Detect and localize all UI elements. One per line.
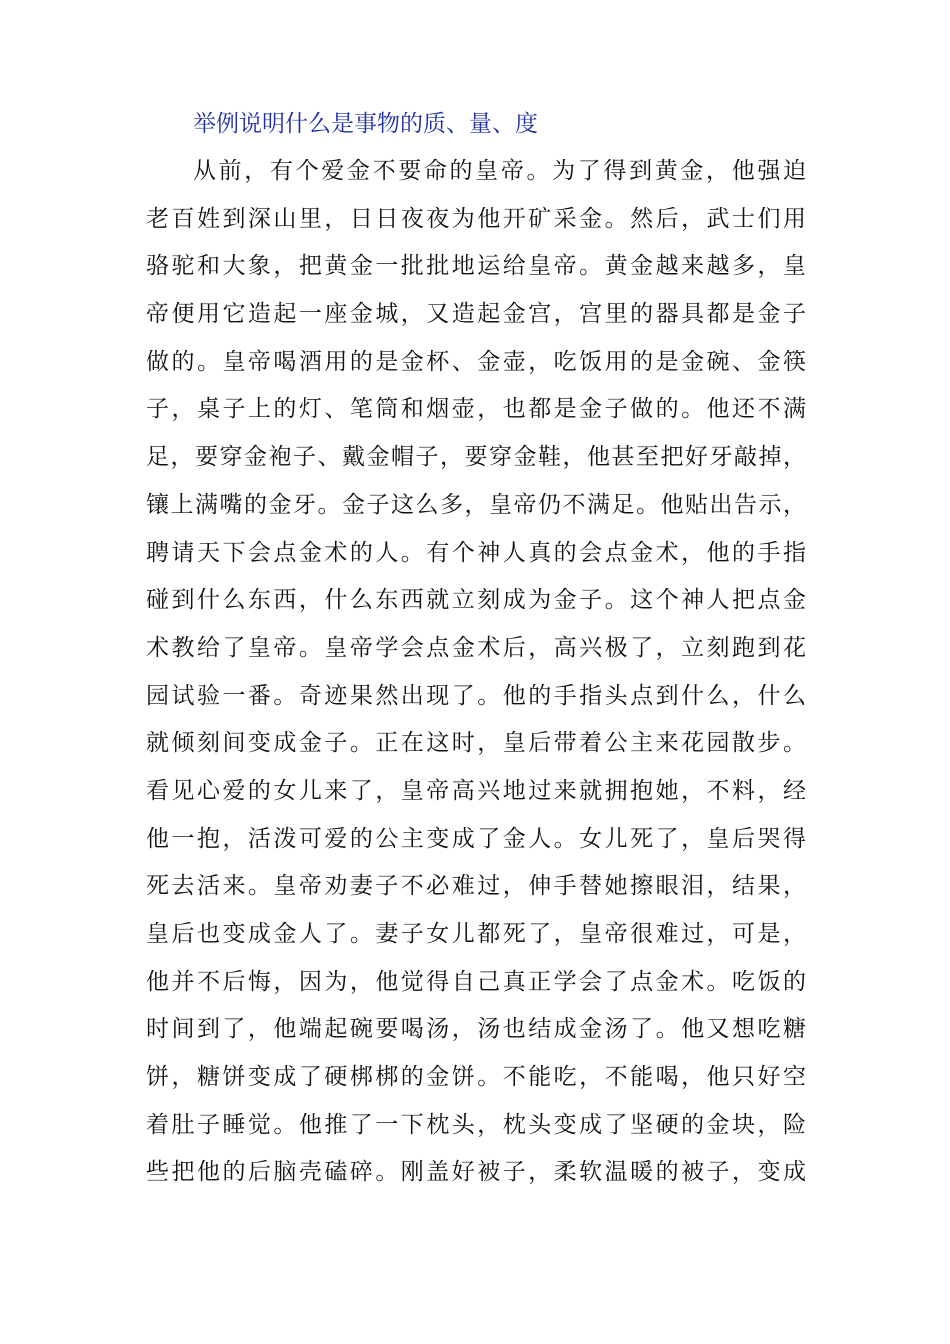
text-line: 镶上满嘴的金牙。金子这么多，皇帝仍不满足。他贴出告示， [146,491,806,518]
text-line: 皇后也变成金人了。妻子女儿都死了，皇帝很难过，可是， [146,921,806,947]
text-line: 子，桌子上的灯、笔筒和烟壶，也都是金子做的。他还不满 [146,396,806,423]
text-line: 做的。皇帝喝酒用的是金杯、金壶，吃饭用的是金碗、金筷 [146,348,806,375]
text-line: 时间到了，他端起碗要喝汤，汤也结成金汤了。他又想吃糖 [146,1016,806,1043]
document-body [146,148,806,1197]
text-line: 就倾刻间变成金子。正在这时，皇后带着公主来花园散步。 [146,730,806,757]
text-line: 他一抱，活泼可爱的公主变成了金人。女儿死了，皇后哭得 [146,825,806,852]
text-line: 从前，有个爱金不要命的皇帝。为了得到黄金，他强迫 [193,158,806,184]
text-line: 看见心爱的女儿来了，皇帝高兴地过来就拥抱她，不料，经 [146,777,806,804]
text-line: 饼，糖饼变成了硬梆梆的金饼。不能吃，不能喝，他只好空 [146,1064,806,1091]
text-line: 老百姓到深山里，日日夜夜为他开矿采金。然后，武士们用 [146,205,806,232]
text-line: 骆驼和大象，把黄金一批批地运给皇帝。黄金越来越多，皇 [146,253,806,280]
text-line: 帝便用它造起一座金城，又造起金宫，宫里的器具都是金子 [146,301,806,328]
text-line: 碰到什么东西，什么东西就立刻成为金子。这个神人把点金 [146,587,806,614]
text-line: 足，要穿金袍子、戴金帽子，要穿金鞋，他甚至把好牙敲掉， [146,444,806,471]
text-line: 他并不后悔，因为，他觉得自己真正学会了点金术。吃饭的 [146,968,806,995]
text-line: 着肚子睡觉。他推了一下枕头，枕头变成了坚硬的金块，险 [146,1111,806,1138]
text-line: 聘请天下会点金术的人。有个神人真的会点金术，他的手指 [146,539,806,566]
document-title: 举例说明什么是事物的质、量、度 [193,111,538,137]
text-line: 园试验一番。奇迹果然出现了。他的手指头点到什么，什么 [146,682,806,709]
text-line: 些把他的后脑壳磕碎。刚盖好被子，柔软温暖的被子，变成 [146,1159,806,1186]
text-line: 死去活来。皇帝劝妻子不必难过，伸手替她擦眼泪，结果， [146,873,806,900]
text-line: 术教给了皇帝。皇帝学会点金术后，高兴极了，立刻跑到花 [146,634,806,661]
